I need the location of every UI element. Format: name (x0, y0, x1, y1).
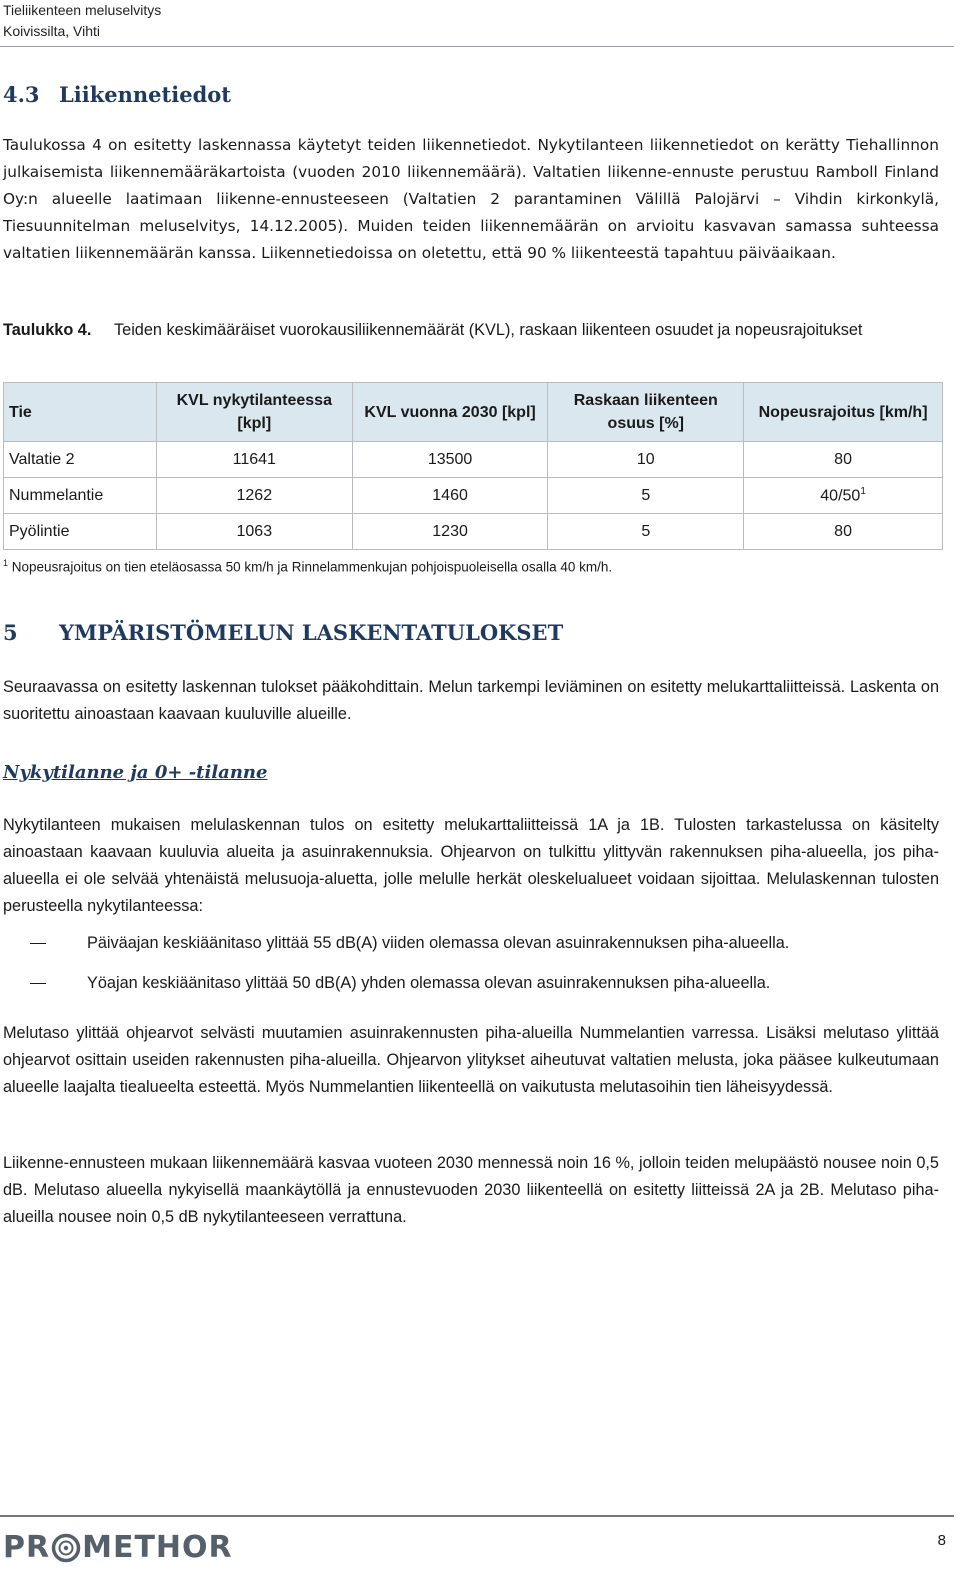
results-bullet-list (0, 930, 950, 1010)
table-row (4, 478, 943, 514)
speed-value: 80 (834, 450, 852, 468)
cell-kvl-now: 11641 (156, 442, 352, 478)
column-header: KVL nykytilanteessa [kpl] (156, 383, 352, 442)
cell-road: Pyölintie (4, 514, 157, 550)
page-header (3, 0, 161, 42)
table-caption (3, 317, 939, 344)
section-4-3-heading (3, 82, 231, 107)
footnote-mark: 1 (3, 558, 9, 568)
cell-kvl-2030: 1230 (352, 514, 548, 550)
column-header: Raskaan liikenteen osuus [%] (548, 383, 744, 442)
cell-speed-limit (744, 514, 943, 550)
table-row (4, 514, 943, 550)
traffic-table (3, 382, 943, 550)
section-5-heading (3, 620, 563, 645)
exceedance-paragraph: Melutaso ylittää ohjearvot selvästi muutamien asuinrakennusten piha-alueilla Nummelantien varressa. Lisäksi melutaso ylittää ohjearvot osittain useiden rakennusten piha-alueilla. Ohjearvon ylitykset aiheutuvat valtatien melusta, joka pääsee kulkeutumaan alueelle laajalta tiealueelta esteettä. Myös Nummelantien liikenteellä on vaikutusta melutasoihin tien läheisyydessä. (3, 1024, 939, 1096)
footnote-ref: 1 (860, 485, 866, 497)
cell-kvl-2030: 13500 (352, 442, 548, 478)
list-item (0, 970, 950, 1010)
cell-speed-limit (744, 478, 943, 514)
logo-text-end: METHOR (82, 1530, 233, 1565)
cell-heavy-share: 5 (548, 478, 744, 514)
table-header-row (4, 383, 943, 442)
list-item-text: Yöajan keskiäänitaso ylittää 50 dB(A) yhden olemassa olevan asuinrakennuksen piha-alueella. (87, 974, 771, 992)
dash-bullet-icon (30, 943, 46, 944)
cell-road: Nummelantie (4, 478, 157, 514)
cell-heavy-share: 5 (548, 514, 744, 550)
table-footnote (3, 553, 612, 578)
speed-value: 40/50 (820, 487, 861, 505)
speed-value: 80 (834, 522, 852, 540)
section-title: YMPÄRISTÖMELUN LASKENTATULOKSET (59, 620, 564, 645)
footnote-text: Nopeusrajoitus on tien eteläosassa 50 km/h ja Rinnelammenkujan pohjoispuoleisella osalla 40 km/h. (11, 559, 613, 575)
header-subtitle: Koivissilta, Vihti (3, 23, 101, 39)
column-header: Tie (4, 383, 157, 442)
forecast-paragraph: Liikenne-ennusteen mukaan liikennemäärä kasvaa vuoteen 2030 mennessä noin 16 %, jolloin teiden melupäästö nousee noin 0,5 dB. Melutaso alueella nykyisellä maankäytöllä ja ennustevuoden 2030 liikenteellä on esitetty liitteissä 2A ja 2B. Melutaso piha-alueilla nousee noin 0,5 dB nykytilanteeseen verrattuna. (3, 1154, 939, 1226)
cell-kvl-2030: 1460 (352, 478, 548, 514)
footer-divider (0, 1515, 954, 1517)
page-number: 8 (937, 1532, 946, 1549)
header-title: Tieliikenteen meluselvitys (3, 2, 162, 18)
list-item (0, 930, 950, 970)
logo-text-start: PR (3, 1530, 51, 1565)
cell-kvl-now: 1262 (156, 478, 352, 514)
table-caption-label: Taulukko 4. (3, 321, 92, 339)
cell-kvl-now: 1063 (156, 514, 352, 550)
column-header: Nopeusrajoitus [km/h] (744, 383, 943, 442)
column-header: KVL vuonna 2030 [kpl] (352, 383, 548, 442)
subsection-heading: Nykytilanne ja 0+ -tilanne (3, 762, 268, 783)
results-intro-paragraph: Seuraavassa on esitetty laskennan tulokset pääkohdittain. Melun tarkempi leviäminen on esitetty melukarttaliitteissä. Laskenta on suoritettu ainoastaan kaavaan kuuluville alueille. (3, 678, 939, 723)
current-situation-paragraph: Nykytilanteen mukaisen melulaskennan tulos on esitetty melukarttaliitteissä 1A ja 1B. Tulosten tarkastelussa on käsitelty ainoastaan kaavaan kuuluvia alueita ja asuinrakennuksia. Ohjearvon on tulkittu ylittyvän rakennuksen piha-alueella, jos piha-alueella ei ole selvää yhtenäistä melusuoja-aluetta, jolle melulle herkät oleskelualueet voidaan sijoittaa. Melulaskennan tulosten perusteella nykytilanteessa: (3, 816, 939, 915)
promethor-o-logo-icon (51, 1533, 81, 1563)
section-title: Liikennetiedot (59, 82, 231, 107)
table-row (4, 442, 943, 478)
promethor-logo (3, 1530, 233, 1566)
section-number: 4.3 (3, 82, 40, 107)
list-item-text: Päiväajan keskiäänitaso ylittää 55 dB(A) viiden olemassa olevan asuinrakennuksen piha-alueella. (87, 934, 790, 952)
traffic-data-paragraph: Taulukossa 4 on esitetty laskennassa käytetyt teiden liikennetiedot. Nykytilanteen liikennetiedot on kerätty Tiehallinnon julkaisemista liikennemääräkartoista (vuoden 2010 liikennemäärä). Valtatien liikenne-ennuste perustuu Ramboll Finland Oy:n alueelle laatimaan liikenne-ennusteeseen (Valtatien 2 parantaminen Välillä Palojärvi – Vihdin kirkonkylä, Tiesuunnitelman meluselvitys, 14.12.2005). Muiden teiden liikennemäärän on arvioitu kasvavan samassa suhteessa valtatien liikennemäärän kanssa. Liikennetiedoissa on oletettu, että 90 % liikenteestä tapahtuu päiväaikaan. (3, 136, 939, 262)
cell-speed-limit (744, 442, 943, 478)
cell-road: Valtatie 2 (4, 442, 157, 478)
header-divider (0, 46, 954, 47)
dash-bullet-icon (30, 983, 46, 984)
table-caption-text: Teiden keskimääräiset vuorokausiliikennemäärät (KVL), raskaan liikenteen osuudet ja nopeusrajoitukset (114, 321, 863, 339)
cell-heavy-share: 10 (548, 442, 744, 478)
section-number: 5 (3, 620, 18, 645)
